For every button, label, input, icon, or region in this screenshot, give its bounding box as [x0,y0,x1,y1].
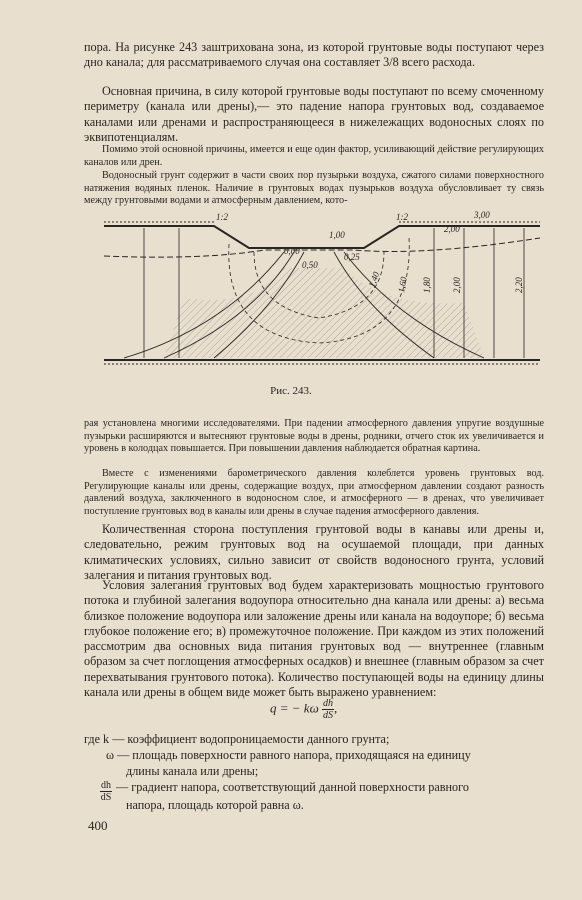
definition-k: где k — коэффициент водопроницаемости данного грунта; [84,732,390,746]
label-3-00: 3,00 [474,210,490,220]
equation-fraction [322,698,334,721]
definition-gradient-cont: напора, площадь которой равна ω. [126,798,304,812]
ground-surface [104,226,540,248]
paragraph-3: Количественная сторона поступления грунтовой воды в канавы или дрены и, следовательно, режим грунтовых вод на осушаемой площади, при данных климатических условиях, сильно зависит от свойств водоносного грунта, условий залегания и питания грунтовых вод. [84,522,544,582]
gradient-numerator: dh [101,780,111,791]
label-1-40: 1,40 [366,270,382,289]
small-paragraph-4: Вместе с изменениями барометрического давления колеблется уровень грунтовых вод. Регулирующие каналы или дрены, содержащие воздух, при атмосферном давлении создают разность давлений воздуха, заключенного в водоносном слое, и атмосферного — в дренах, что увеличивает поступление грунтовых вод в каналы или дрены в случае падения атмосферного давления. [84,468,544,517]
equation-denominator: dS [323,710,333,721]
label-0-25: 0,25 [344,252,360,262]
definition-omega-cont: длины канала или дрены; [126,764,259,778]
paragraph-1: пора. На рисунке 243 заштрихована зона, из которой грунтовые воды поступают через дно канала; для рассматриваемого случая она составляет 3/8 всего расхода. [84,40,544,70]
slope-label-right: 1:2 [396,212,408,222]
gradient-fraction [100,780,112,803]
small-paragraph-1: Помимо этой основной причины, имеется и еще один фактор, усиливающий действие регулирующих каналов или дрен. [84,144,544,168]
page-number: 400 [88,818,108,833]
gradient-text: — градиент напора, соответствующий данной поверхности равного [116,780,469,794]
label-2-20: 2,20 [514,277,524,293]
paragraph-2: Основная причина, в силу которой грунтовые воды поступают по всему смоченному периметру (канала или дрены),— это падение напора грунтовых вод, создаваемое каналами или дренами и распространяющееся в нижележащих водоносных слоях по эквипотенциалям. [84,84,544,144]
equation-lhs: q = − kω [270,700,319,716]
definition-omega: ω — площадь поверхности равного напора, приходящаяся на единицу [106,748,471,762]
gradient-denominator: dS [100,792,112,803]
figure-243 [104,208,540,378]
label-0-00: 0,00 [284,246,300,256]
slope-label-left: 1:2 [216,212,228,222]
label-2-00: 2,00 [452,277,462,293]
small-paragraph-2: Водоносный грунт содержит в части своих пор пузырьки воздуха, сжатого силами поверхностного натяжения водяных пленок. Наличие в грунтовых водах пузырьков воздуха обусловливает ту связь между грунтовыми водами и атмосферным давлением, кото- [84,170,544,207]
equation-comma: , [334,700,338,716]
label-0-50: 0,50 [302,260,318,270]
equation [270,698,337,721]
small-paragraph-3: рая установлена многими исследователями. При падении атмосферного давления упругие воздушные пузырьки расширяются и вытесняют грунтовые воды в дрены, родники, отчего сток их увеличивается и уровень в колодцах повышается. При повышении давления наблюдается обратная картина. [84,418,544,455]
paragraph-4: Условия залегания грунтовых вод будем характеризовать мощностью грунтового потока и глубиной залегания водоупора относительно дна канала или дрены: а) весьма близкое положение водоупора или заложение дрены или канала на водоупоре; б) весьма глубокое положение его; в) промежуточное положение. При каждом из этих положений рассмотрим два основных вида питания грунтовых вод — внутреннее (главным образом за счет поглощения атмосферных осадков) и внешнее (главным образом за счет перехватывания грунтового потока). Количество поступающей воды на единицу длины канала или дрены в общем виде может быть выражено уравнением: [84,578,544,700]
label-1-00: 1,00 [329,230,345,240]
hatched-zone [164,268,484,358]
label-2-00-top: 2,00 [444,224,460,234]
label-1-80: 1,80 [422,277,432,293]
equation-numerator: dh [323,698,333,709]
label-1-60: 1,60 [396,276,409,294]
figure-caption: Рис. 243. [270,385,312,397]
